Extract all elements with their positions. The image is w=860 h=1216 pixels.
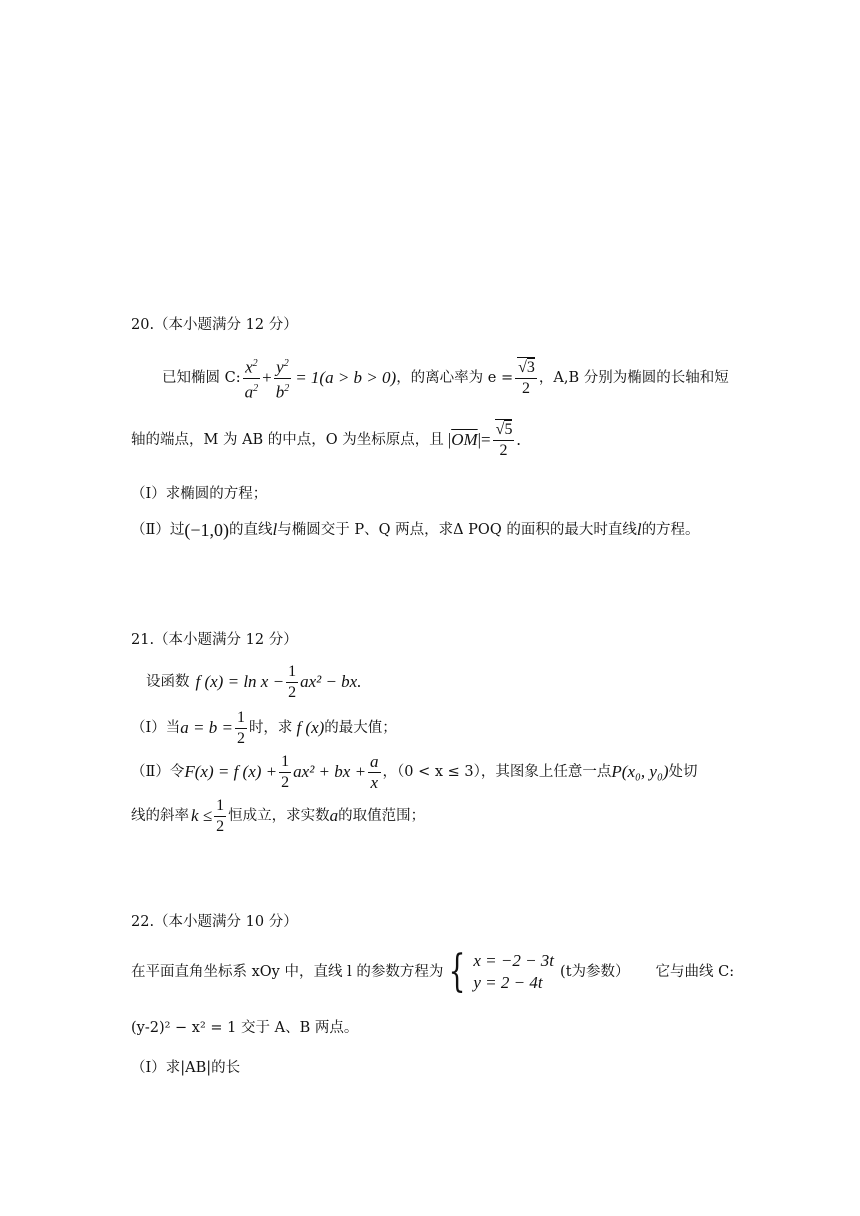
q22-line1-pre: 在平面直角坐标系 xOy 中，直线 l 的参数方程为 (131, 964, 444, 980)
param-eq-x: x = −2 − 3t (473, 951, 555, 970)
q20-part2-end: 的方程。 (641, 522, 700, 538)
q20-intro-pre: 已知椭圆 C: (162, 370, 241, 386)
q21-func-rhs: ax² − bx. (300, 672, 362, 691)
frac-sqrt3-2: $\frac{√3}{2}$ (515, 357, 537, 399)
q21-part1-end: 的最大值； (324, 720, 397, 736)
frac-1-2-b: $\frac{1}{2}$ (236, 708, 245, 747)
q20-heading: 20.（本小题满分 12 分） (131, 317, 298, 333)
q21-line2-k: k ≤ (191, 806, 213, 825)
q20-ab-text: ，A,B 分别为椭圆的长轴和短 (538, 370, 729, 386)
frac-a-x: $\frac{a}{x}$ (370, 751, 379, 792)
q22-line2: (y-2)² − x² = 1 交于 A、B 两点。 (131, 1020, 359, 1036)
frac-1-2-d: $\frac{1}{2}$ (216, 796, 225, 835)
q21-part2-mid: ax² + bx + (293, 762, 367, 781)
q20-line2: 轴的端点，M 为 AB 的中点，O 为坐标原点，且 | $\overline{OM}$ |= $\frac{√5}{2}$ . (131, 421, 521, 459)
frac-1-2-c: $\frac{1}{2}$ (281, 752, 290, 791)
q21-part2 (131, 750, 698, 794)
q21-part2-point: P(x₀, y₀) (611, 762, 669, 781)
q21-part2-pre: （Ⅱ）令 (131, 764, 185, 780)
q20-part2-post: 与椭圆交于 P、Q 两点，求Δ POQ 的面积的最大时直线 (277, 522, 637, 538)
q21-line2 (131, 794, 425, 838)
q21-part1-eq: a = b = (180, 718, 233, 737)
q20-line2-pre: 轴的端点，M 为 AB 的中点，O 为坐标原点，且 (131, 432, 444, 448)
q20-line-l: l (272, 520, 278, 539)
q21-part2-domain: ，（0 < x ≤ 3），其图象上任意一点 (382, 764, 612, 780)
q21-line2-end: 的取值范围； (338, 808, 426, 824)
q20-intro: 已知椭圆 C: $\frac{x^2}{a^2}$ + $\frac{y^2}{b^2}$ = 1(a > b > 0) ，的离心率为 e = $\frac{√3}{2}$ ，A,B 分别为椭圆的长轴和短 (162, 356, 729, 400)
q20-part2-pre: （Ⅱ）过 (131, 522, 185, 538)
q22-heading: 22.（本小题满分 10 分） (131, 914, 298, 930)
frac-1-2-a: $\frac{1}{2}$ (288, 662, 297, 701)
q21-func-lhs: f (x) = ln x − (195, 672, 285, 691)
frac-x2-a2: $\frac{x^2}{a^2}$ (243, 354, 261, 402)
left-brace-icon: { (448, 946, 466, 997)
q20-ellipse-tail: = 1(a > b > 0) (295, 368, 397, 387)
q22-part1: （Ⅰ）求|AB|的长 (131, 1060, 241, 1076)
q20-part2 (131, 520, 700, 540)
param-equation-system (443, 946, 555, 997)
q20-part1: （Ⅰ）求椭圆的方程； (131, 486, 268, 502)
q21-line2-mid: 恒成立，求实数 (228, 808, 330, 824)
q21-line2-a: a (329, 806, 339, 825)
q21-heading: 21.（本小题满分 12 分） (131, 632, 298, 648)
q21-func (146, 660, 361, 704)
q22-line1-post: 它与曲线 C: (655, 964, 735, 980)
param-eq-y: y = 2 − 4t (473, 973, 543, 992)
frac-y2-b2: $\frac{y^2}{b^2}$ (274, 354, 292, 402)
q21-part2-F: F(x) = f (x) + (184, 762, 278, 781)
q20-ecc-text: ，的离心率为 e = (396, 370, 514, 386)
q22-param-note: (t为参数） (560, 964, 630, 980)
q21-line2-pre: 线的斜率 (131, 808, 189, 824)
frac-sqrt5-2: $\frac{√5}{2}$ (493, 419, 515, 461)
q21-part1-pre: （Ⅰ）当 (131, 720, 181, 736)
q21-part1-f: f (x) (296, 718, 325, 737)
q20-part2-point: (−1,0) (184, 520, 229, 540)
vector-om: $\overline{OM}$ (451, 430, 478, 449)
q20-line-l-2: l (636, 520, 642, 539)
q21-part1-post: 时，求 (248, 720, 293, 736)
q20-part2-mid: 的直线 (229, 522, 273, 538)
q21-func-pre: 设函数 (146, 674, 190, 690)
q21-part1 (131, 706, 397, 750)
q21-part2-end: 处切 (668, 764, 698, 780)
q22-line1 (131, 946, 734, 998)
